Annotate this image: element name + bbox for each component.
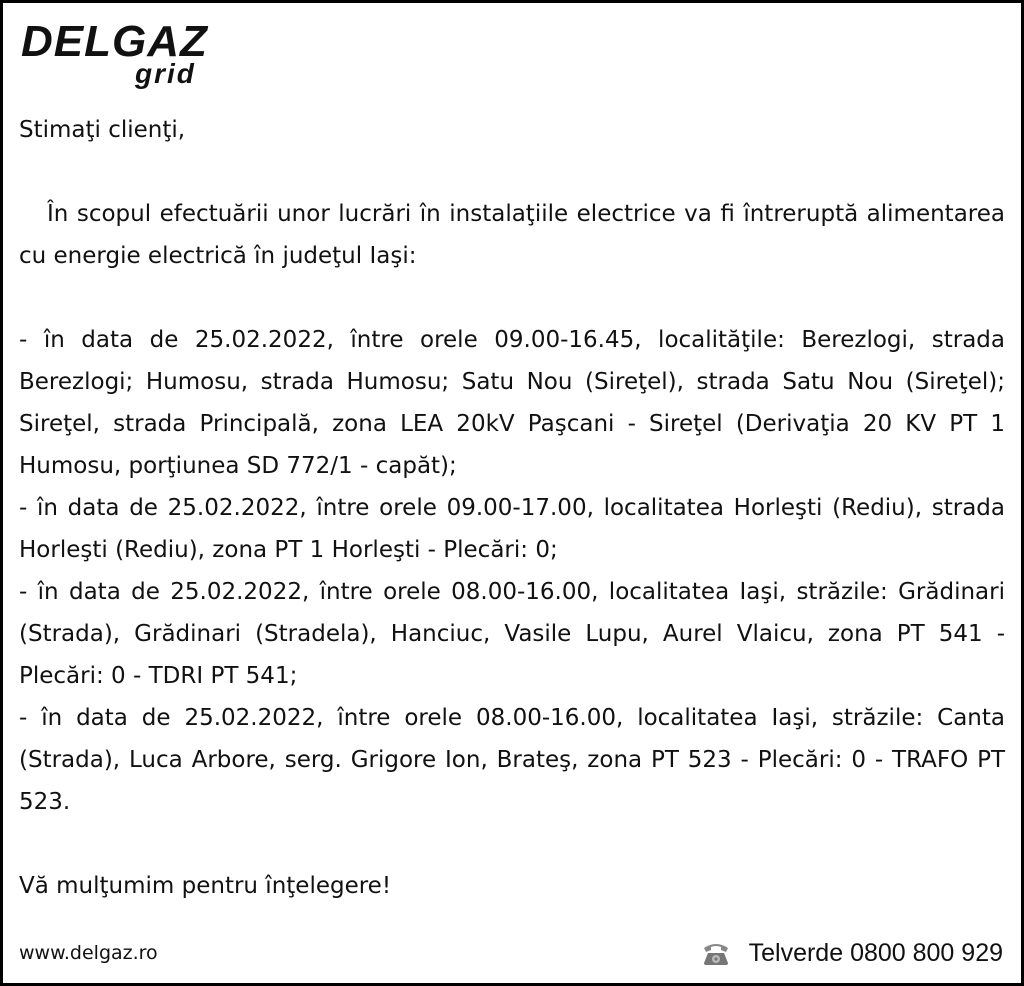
closing-line: Vă mulţumim pentru înţelegere! bbox=[19, 873, 392, 899]
outage-item-1: - în data de 25.02.2022, între orele 09.00-16.45, localităţile: Berezlogi, strada Berezlogi; Humosu, strada Humosu; Satu Nou (Sireţel), strada Satu Nou (Sireţel); Sireţel, strada Principală, zona LEA 20kV Paşcani - Sireţel (Derivaţia 20 KV PT 1 Humosu, porţiunea SD 772/1 - capăt); bbox=[19, 327, 1005, 479]
greeting: Stimaţi clienţi, bbox=[19, 117, 186, 143]
outage-item-2: - în data de 25.02.2022, între orele 09.00-17.00, localitatea Horleşti (Rediu), strada Horleşti (Rediu), zona PT 1 Horleşti - Plecări: 0; bbox=[19, 495, 1005, 563]
phone-number: Telverde 0800 800 929 bbox=[748, 939, 1003, 967]
logo-sub-text: grid bbox=[135, 58, 196, 89]
phone-contact bbox=[701, 935, 1003, 971]
outage-item-4: - în data de 25.02.2022, între orele 08.00-16.00, localitatea Iaşi, străzile: Canta (Strada), Luca Arbore, serg. Grigore Ion, Brateş, zona PT 523 - Plecări: 0 - TRAFO PT 523. bbox=[19, 705, 1005, 815]
website-link[interactable]: www.delgaz.ro bbox=[19, 942, 158, 964]
logo-main-text: DELGAZ bbox=[21, 17, 208, 66]
notice-body bbox=[19, 109, 1005, 907]
delgaz-grid-logo bbox=[21, 17, 221, 97]
telephone-icon bbox=[701, 939, 731, 967]
intro-paragraph: În scopul efectuării unor lucrări în instalaţiile electrice va fi întreruptă alimentarea cu energie electrică în judeţul Iaşi: bbox=[19, 201, 1005, 269]
outage-item-3: - în data de 25.02.2022, între orele 08.00-16.00, localitatea Iaşi, străzile: Grădinari (Strada), Grădinari (Stradela), Hanciuc, Vasile Lupu, Aurel Vlaicu, zona PT 541 - Plecări: 0 - TDRI PT 541; bbox=[19, 579, 1005, 689]
